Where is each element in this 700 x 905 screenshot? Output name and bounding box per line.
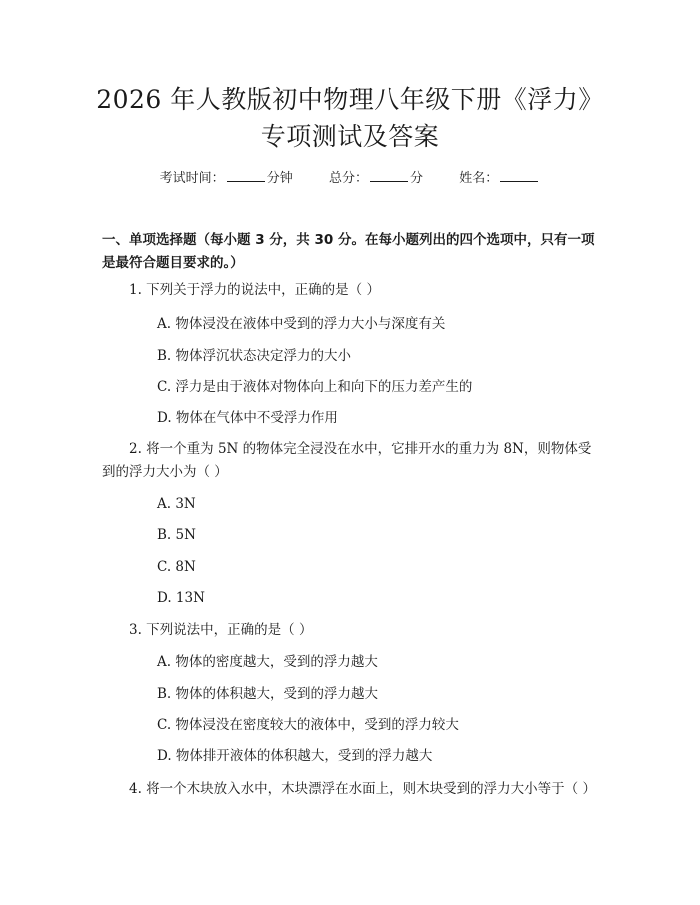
- question-1-option-d: D. 物体在气体中不受浮力作用: [157, 410, 338, 426]
- section-heading: 一、单项选择题（每小题 3 分，共 30 分。在每小题列出的四个选项中，只有一项是最符合题目要求的。）: [102, 232, 595, 271]
- time-blank: [227, 170, 265, 182]
- question-2-option-d: D. 13N: [157, 590, 205, 606]
- score-label: 总分：: [328, 171, 368, 186]
- question-1-stem: 1. 下列关于浮力的说法中，正确的是（ ）: [129, 282, 380, 298]
- question-2-option-b: B. 5N: [157, 527, 196, 543]
- name-blank: [500, 170, 538, 182]
- document-title-line1: 2026 年人教版初中物理八年级下册《浮力》: [96, 85, 604, 114]
- question-3-option-c: C. 物体浸没在密度较大的液体中，受到的浮力较大: [157, 717, 459, 733]
- time-label: 考试时间：: [159, 171, 225, 186]
- question-4-stem: 4. 将一个木块放入水中，木块漂浮在水面上，则木块受到的浮力大小等于（ ）: [129, 781, 596, 797]
- exam-meta-line: [0, 167, 700, 186]
- question-1-option-b: B. 物体浮沉状态决定浮力的大小: [157, 348, 352, 364]
- time-unit: 分钟: [266, 171, 293, 186]
- question-3-option-a: A. 物体的密度越大，受到的浮力越大: [157, 654, 378, 670]
- question-2-stem: 2. 将一个重为 5N 的物体完全浸没在水中，它排开水的重力为 8N，则物体受到的浮力大小为（ ）: [102, 441, 592, 480]
- question-3-option-b: B. 物体的体积越大，受到的浮力越大: [157, 686, 379, 702]
- score-blank: [370, 170, 408, 182]
- question-1-option-a: A. 物体浸没在液体中受到的浮力大小与深度有关: [157, 316, 446, 332]
- question-3-stem: 3. 下列说法中，正确的是（ ）: [129, 622, 313, 638]
- question-2-option-a: A. 3N: [157, 496, 196, 512]
- score-unit: 分: [410, 171, 424, 186]
- question-2-option-c: C. 8N: [157, 559, 196, 575]
- question-3-option-d: D. 物体排开液体的体积越大，受到的浮力越大: [157, 748, 433, 764]
- question-1-option-c: C. 浮力是由于液体对物体向上和向下的压力差产生的: [157, 379, 473, 395]
- document-title-line2: 专项测试及答案: [260, 122, 440, 151]
- name-label: 姓名：: [459, 171, 499, 186]
